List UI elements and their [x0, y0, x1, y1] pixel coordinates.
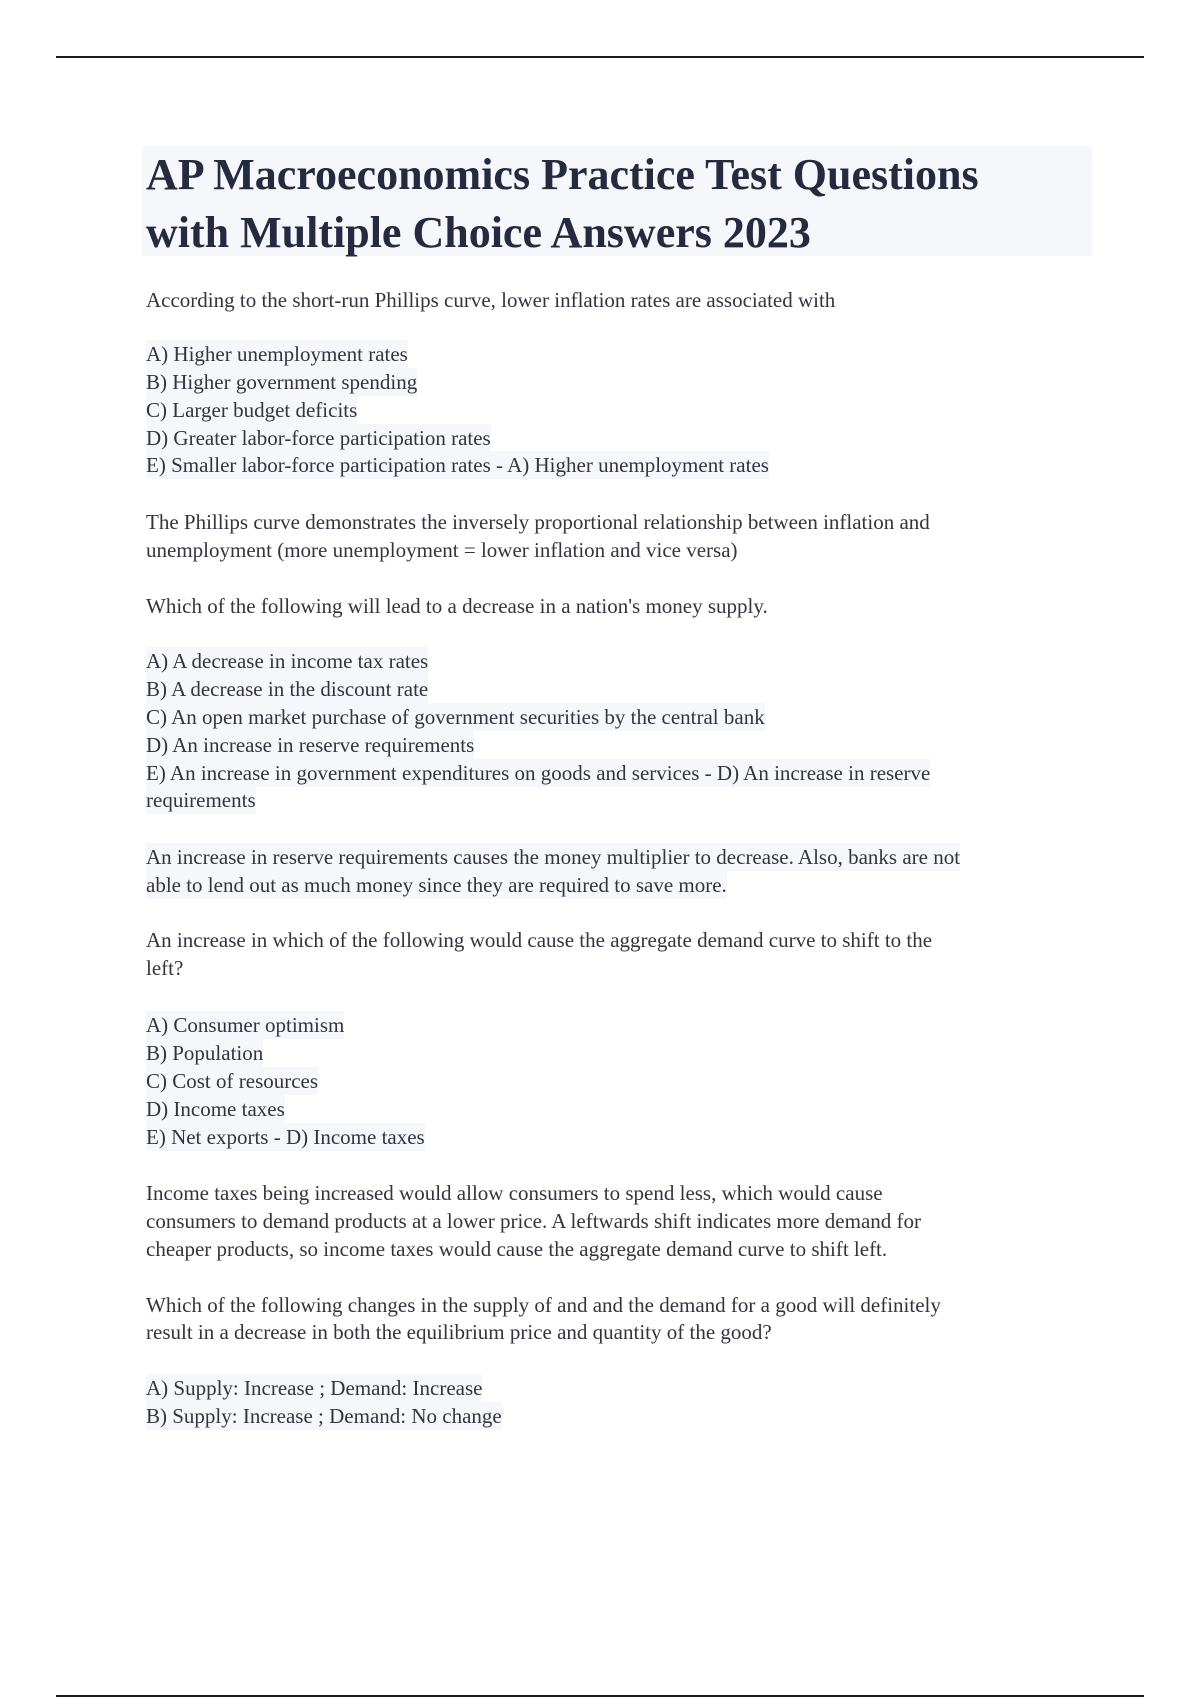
question-3-option-c: C) Cost of resources — [146, 1069, 319, 1093]
question-3-explanation-line-1: Income taxes being increased would allow consumers to spend less, which would cause — [146, 1181, 883, 1205]
question-3-option-b: B) Population — [146, 1041, 264, 1065]
question-1-explanation-line-1: The Phillips curve demonstrates the inversely proportional relationship between inflation and — [146, 510, 930, 534]
question-1-option-d: D) Greater labor-force participation rates — [146, 426, 491, 450]
bottom-rule — [56, 1695, 1144, 1697]
question-1-option-a: A) Higher unemployment rates — [146, 342, 408, 366]
question-4-option-a: A) Supply: Increase ; Demand: Increase — [146, 1376, 483, 1400]
question-2-option-e-answer: E) An increase in government expenditures on goods and services - D) An increase in reserve — [146, 761, 931, 785]
document-title — [146, 146, 1086, 262]
question-2-text: Which of the following will lead to a decrease in a nation's money supply. — [146, 594, 768, 618]
question-2-option-b: B) A decrease in the discount rate — [146, 677, 429, 701]
question-3-explanation-line-3: cheaper products, so income taxes would cause the aggregate demand curve to shift left. — [146, 1237, 888, 1261]
question-4-text-line-2: result in a decrease in both the equilibrium price and quantity of the good? — [146, 1320, 772, 1344]
question-3-text-line-2: left? — [146, 956, 184, 980]
question-1-option-b: B) Higher government spending — [146, 370, 418, 394]
question-1-text: According to the short-run Phillips curve, lower inflation rates are associated with — [146, 288, 836, 312]
title-line-2: with Multiple Choice Answers 2023 — [146, 208, 811, 257]
question-1-option-e-answer: E) Smaller labor-force participation rates - A) Higher unemployment rates — [146, 453, 769, 477]
question-2-explanation-line-1: An increase in reserve requirements causes the money multiplier to decrease. Also, banks are not — [146, 845, 961, 869]
question-2-explanation-line-2: able to lend out as much money since they are required to save more. — [146, 873, 727, 897]
question-2-option-d: D) An increase in reserve requirements — [146, 733, 475, 757]
top-rule — [56, 56, 1144, 58]
question-3-option-d: D) Income taxes — [146, 1097, 285, 1121]
question-3-option-a: A) Consumer optimism — [146, 1013, 345, 1037]
question-4-text-line-1: Which of the following changes in the supply of and and the demand for a good will definitely — [146, 1293, 941, 1317]
question-2-option-e-answer-cont: requirements — [146, 788, 256, 812]
question-1-explanation-line-2: unemployment (more unemployment = lower inflation and vice versa) — [146, 538, 738, 562]
question-3-option-e-answer: E) Net exports - D) Income taxes — [146, 1125, 425, 1149]
question-4-option-b: B) Supply: Increase ; Demand: No change — [146, 1404, 502, 1428]
question-2-option-c: C) An open market purchase of government securities by the central bank — [146, 705, 765, 729]
question-3-explanation-line-2: consumers to demand products at a lower price. A leftwards shift indicates more demand for — [146, 1209, 922, 1233]
question-2-option-a: A) A decrease in income tax rates — [146, 649, 429, 673]
question-1-option-c: C) Larger budget deficits — [146, 398, 358, 422]
title-line-1: AP Macroeconomics Practice Test Questions — [146, 150, 979, 199]
question-3-text-line-1: An increase in which of the following would cause the aggregate demand curve to shift to the — [146, 928, 933, 952]
